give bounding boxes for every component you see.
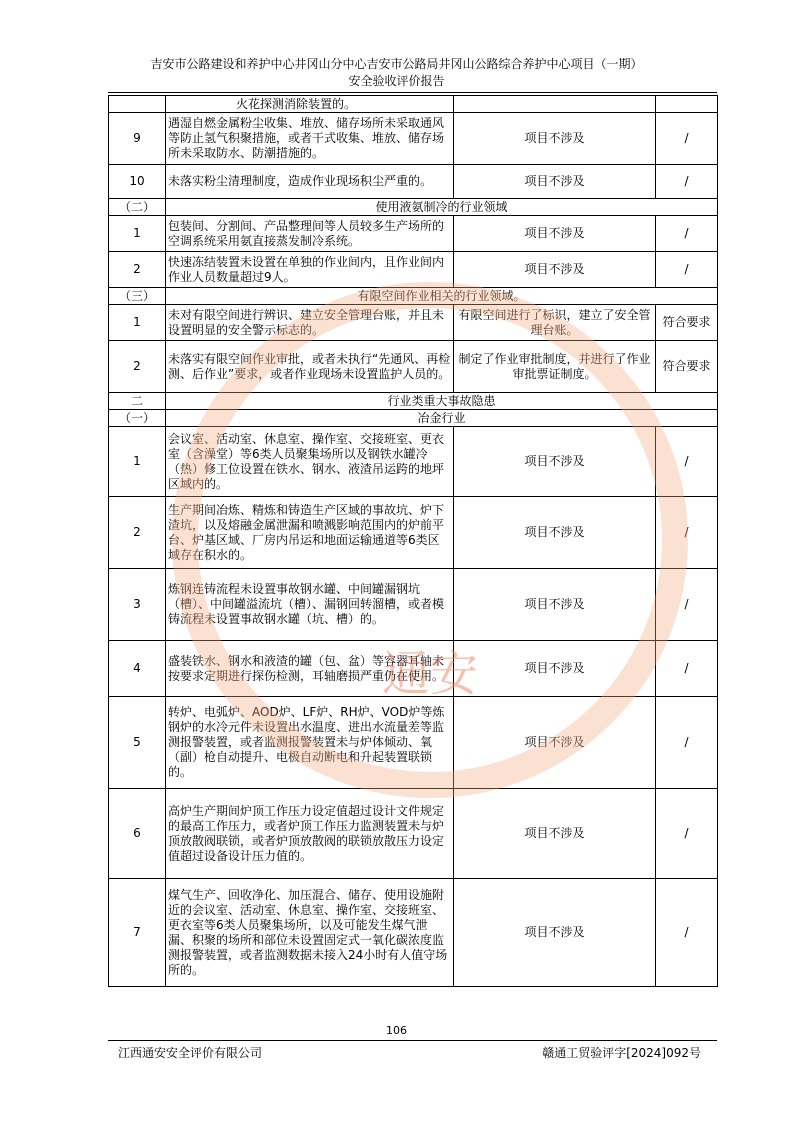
footer-divider [108,1040,717,1041]
item-number-cell: （二） [109,199,166,216]
conformity-result-cell: / [656,789,718,879]
item-number-cell: （一） [109,410,166,427]
conformity-result-cell: / [656,497,718,569]
hazard-description-cell: 炼钢连铸流程未设置事故钢水罐、中间罐漏钢坑（槽）、中间罐溢流坑（槽）、漏钢回转溜槽，或者模铸流程未设置事故钢水罐（坑、槽）的。 [166,569,454,641]
table-row [109,697,718,789]
item-number-cell: 10 [109,165,166,199]
table-row [109,497,718,569]
section-title-cell: 行业类重大事故隐患 [166,393,718,410]
conformity-result-cell: / [656,879,718,987]
item-number-cell: （三） [109,288,166,305]
check-status-cell: 有限空间进行了标识，建立了安全管理台账。 [454,305,656,341]
page-number: 106 [386,1024,407,1037]
hazard-description-cell: 高炉生产期间炉顶工作压力设定值超过设计文件规定的最高工作压力，或者炉顶工作压力监测装置未与炉顶放散阀联锁，或者炉顶放散阀的联锁放散压力设定值超过设备设计压力值的。 [166,789,454,879]
table-row [109,341,718,393]
table-row [109,252,718,288]
table-row [109,305,718,341]
item-number-cell: 1 [109,216,166,252]
conformity-result-cell: / [656,216,718,252]
hazard-description-cell: 包装间、分割间、产品整理间等人员较多生产场所的空调系统采用氨直接蒸发制冷系统。 [166,216,454,252]
hazard-description-cell: 遇湿自燃金属粉尘收集、堆放、储存场所未采取通风等防止氢气积聚措施，或者干式收集、堆放、储存场所未采取防水、防潮措施的。 [166,113,454,165]
hazard-table [108,95,718,987]
hazard-description-cell: 未对有限空间进行辨识、建立安全管理台账，并且未设置明显的安全警示标志的。 [166,305,454,341]
item-number-cell: 1 [109,305,166,341]
section-row [109,288,718,305]
check-status-cell: 项目不涉及 [454,697,656,789]
item-number-cell [109,96,166,113]
hazard-description-cell: 盛装铁水、钢水和液渣的罐（包、盆）等容器耳轴未按要求定期进行探伤检测，耳轴磨损严重仍在使用。 [166,641,454,697]
hazard-description-cell: 快速冻结装置未设置在单独的作业间内，且作业间内作业人员数量超过9人。 [166,252,454,288]
conformity-result-cell: / [656,113,718,165]
page-header [0,56,793,90]
table-row [109,165,718,199]
conformity-result-cell: / [656,427,718,497]
table-row [109,96,718,113]
table-row [109,216,718,252]
check-status-cell: 项目不涉及 [454,252,656,288]
conformity-result-cell: / [656,252,718,288]
item-number-cell: 二 [109,393,166,410]
check-status-cell: 项目不涉及 [454,113,656,165]
footer-report-code: 赣通工贸验评字[2024]092号 [542,1046,701,1060]
check-status-cell: 项目不涉及 [454,216,656,252]
conformity-result-cell: / [656,165,718,199]
check-status-cell: 制定了作业审批制度，并进行了作业审批票证制度。 [454,341,656,393]
section-title-cell: 使用液氨制冷的行业领域 [166,199,718,216]
hazard-description-cell: 会议室、活动室、休息室、操作室、交接班室、更衣室（含澡堂）等6类人员聚集场所以及钢铁水罐冷（热）修工位设置在铁水、钢水、液渣吊运跨的地坪区域内的。 [166,427,454,497]
section-row [109,199,718,216]
conformity-result-cell: 符合要求 [656,305,718,341]
header-title-line1: 吉安市公路建设和养护中心井冈山分中心吉安市公路局井冈山公路综合养护中心项目（一期） [150,57,643,71]
header-title-line2: 安全验收评价报告 [348,74,445,88]
conformity-result-cell: / [656,697,718,789]
table-row [109,789,718,879]
check-status-cell: 项目不涉及 [454,569,656,641]
item-number-cell: 7 [109,879,166,987]
item-number-cell: 2 [109,252,166,288]
item-number-cell: 1 [109,427,166,497]
footer-company: 江西通安安全评价有限公司 [118,1046,263,1060]
table-row [109,879,718,987]
conformity-result-cell: / [656,569,718,641]
check-status-cell [454,96,656,113]
check-status-cell: 项目不涉及 [454,427,656,497]
check-status-cell: 项目不涉及 [454,641,656,697]
hazard-description-cell: 火花探测消除装置的。 [166,96,454,113]
conformity-result-cell: / [656,641,718,697]
hazard-description-cell: 未落实粉尘清理制度，造成作业现场积尘严重的。 [166,165,454,199]
item-number-cell: 9 [109,113,166,165]
item-number-cell: 6 [109,789,166,879]
check-status-cell: 项目不涉及 [454,497,656,569]
section-row [109,410,718,427]
item-number-cell: 4 [109,641,166,697]
table-row [109,427,718,497]
table-row [109,641,718,697]
section-title-cell: 冶金行业 [166,410,718,427]
header-divider [108,92,717,93]
section-row [109,393,718,410]
item-number-cell: 2 [109,497,166,569]
table-row [109,569,718,641]
item-number-cell: 5 [109,697,166,789]
item-number-cell: 2 [109,341,166,393]
check-status-cell: 项目不涉及 [454,789,656,879]
hazard-description-cell: 煤气生产、回收净化、加压混合、储存、使用设施附近的会议室、活动室、休息室、操作室、交接班室、更衣室等6类人员聚集场所，以及可能发生煤气泄漏、积聚的场所和部位未设置固定式一氧化碳浓度监测报警装置，或者监测数据未接入24小时有人值守场所的。 [166,879,454,987]
hazard-description-cell: 生产期间冶炼、精炼和铸造生产区域的事故坑、炉下渣坑，以及熔融金属泄漏和喷溅影响范围内的炉前平台、炉基区域、厂房内吊运和地面运输通道等6类区域存在积水的。 [166,497,454,569]
conformity-result-cell [656,96,718,113]
hazard-description-cell: 转炉、电弧炉、AOD炉、LF炉、RH炉、VOD炉等炼钢炉的水冷元件未设置出水温度、进出水流量差等监测报警装置，或者监测报警装置未与炉体倾动、氧（副）枪自动提升、电极自动断电和升起装置联锁的。 [166,697,454,789]
check-status-cell: 项目不涉及 [454,165,656,199]
hazard-description-cell: 未落实有限空间作业审批，或者未执行“先通风、再检测、后作业”要求，或者作业现场未设置监护人员的。 [166,341,454,393]
seal-center-text: 通安 [381,646,479,702]
conformity-result-cell: 符合要求 [656,341,718,393]
item-number-cell: 3 [109,569,166,641]
check-status-cell: 项目不涉及 [454,879,656,987]
section-title-cell: 有限空间作业相关的行业领域。 [166,288,718,305]
table-row [109,113,718,165]
